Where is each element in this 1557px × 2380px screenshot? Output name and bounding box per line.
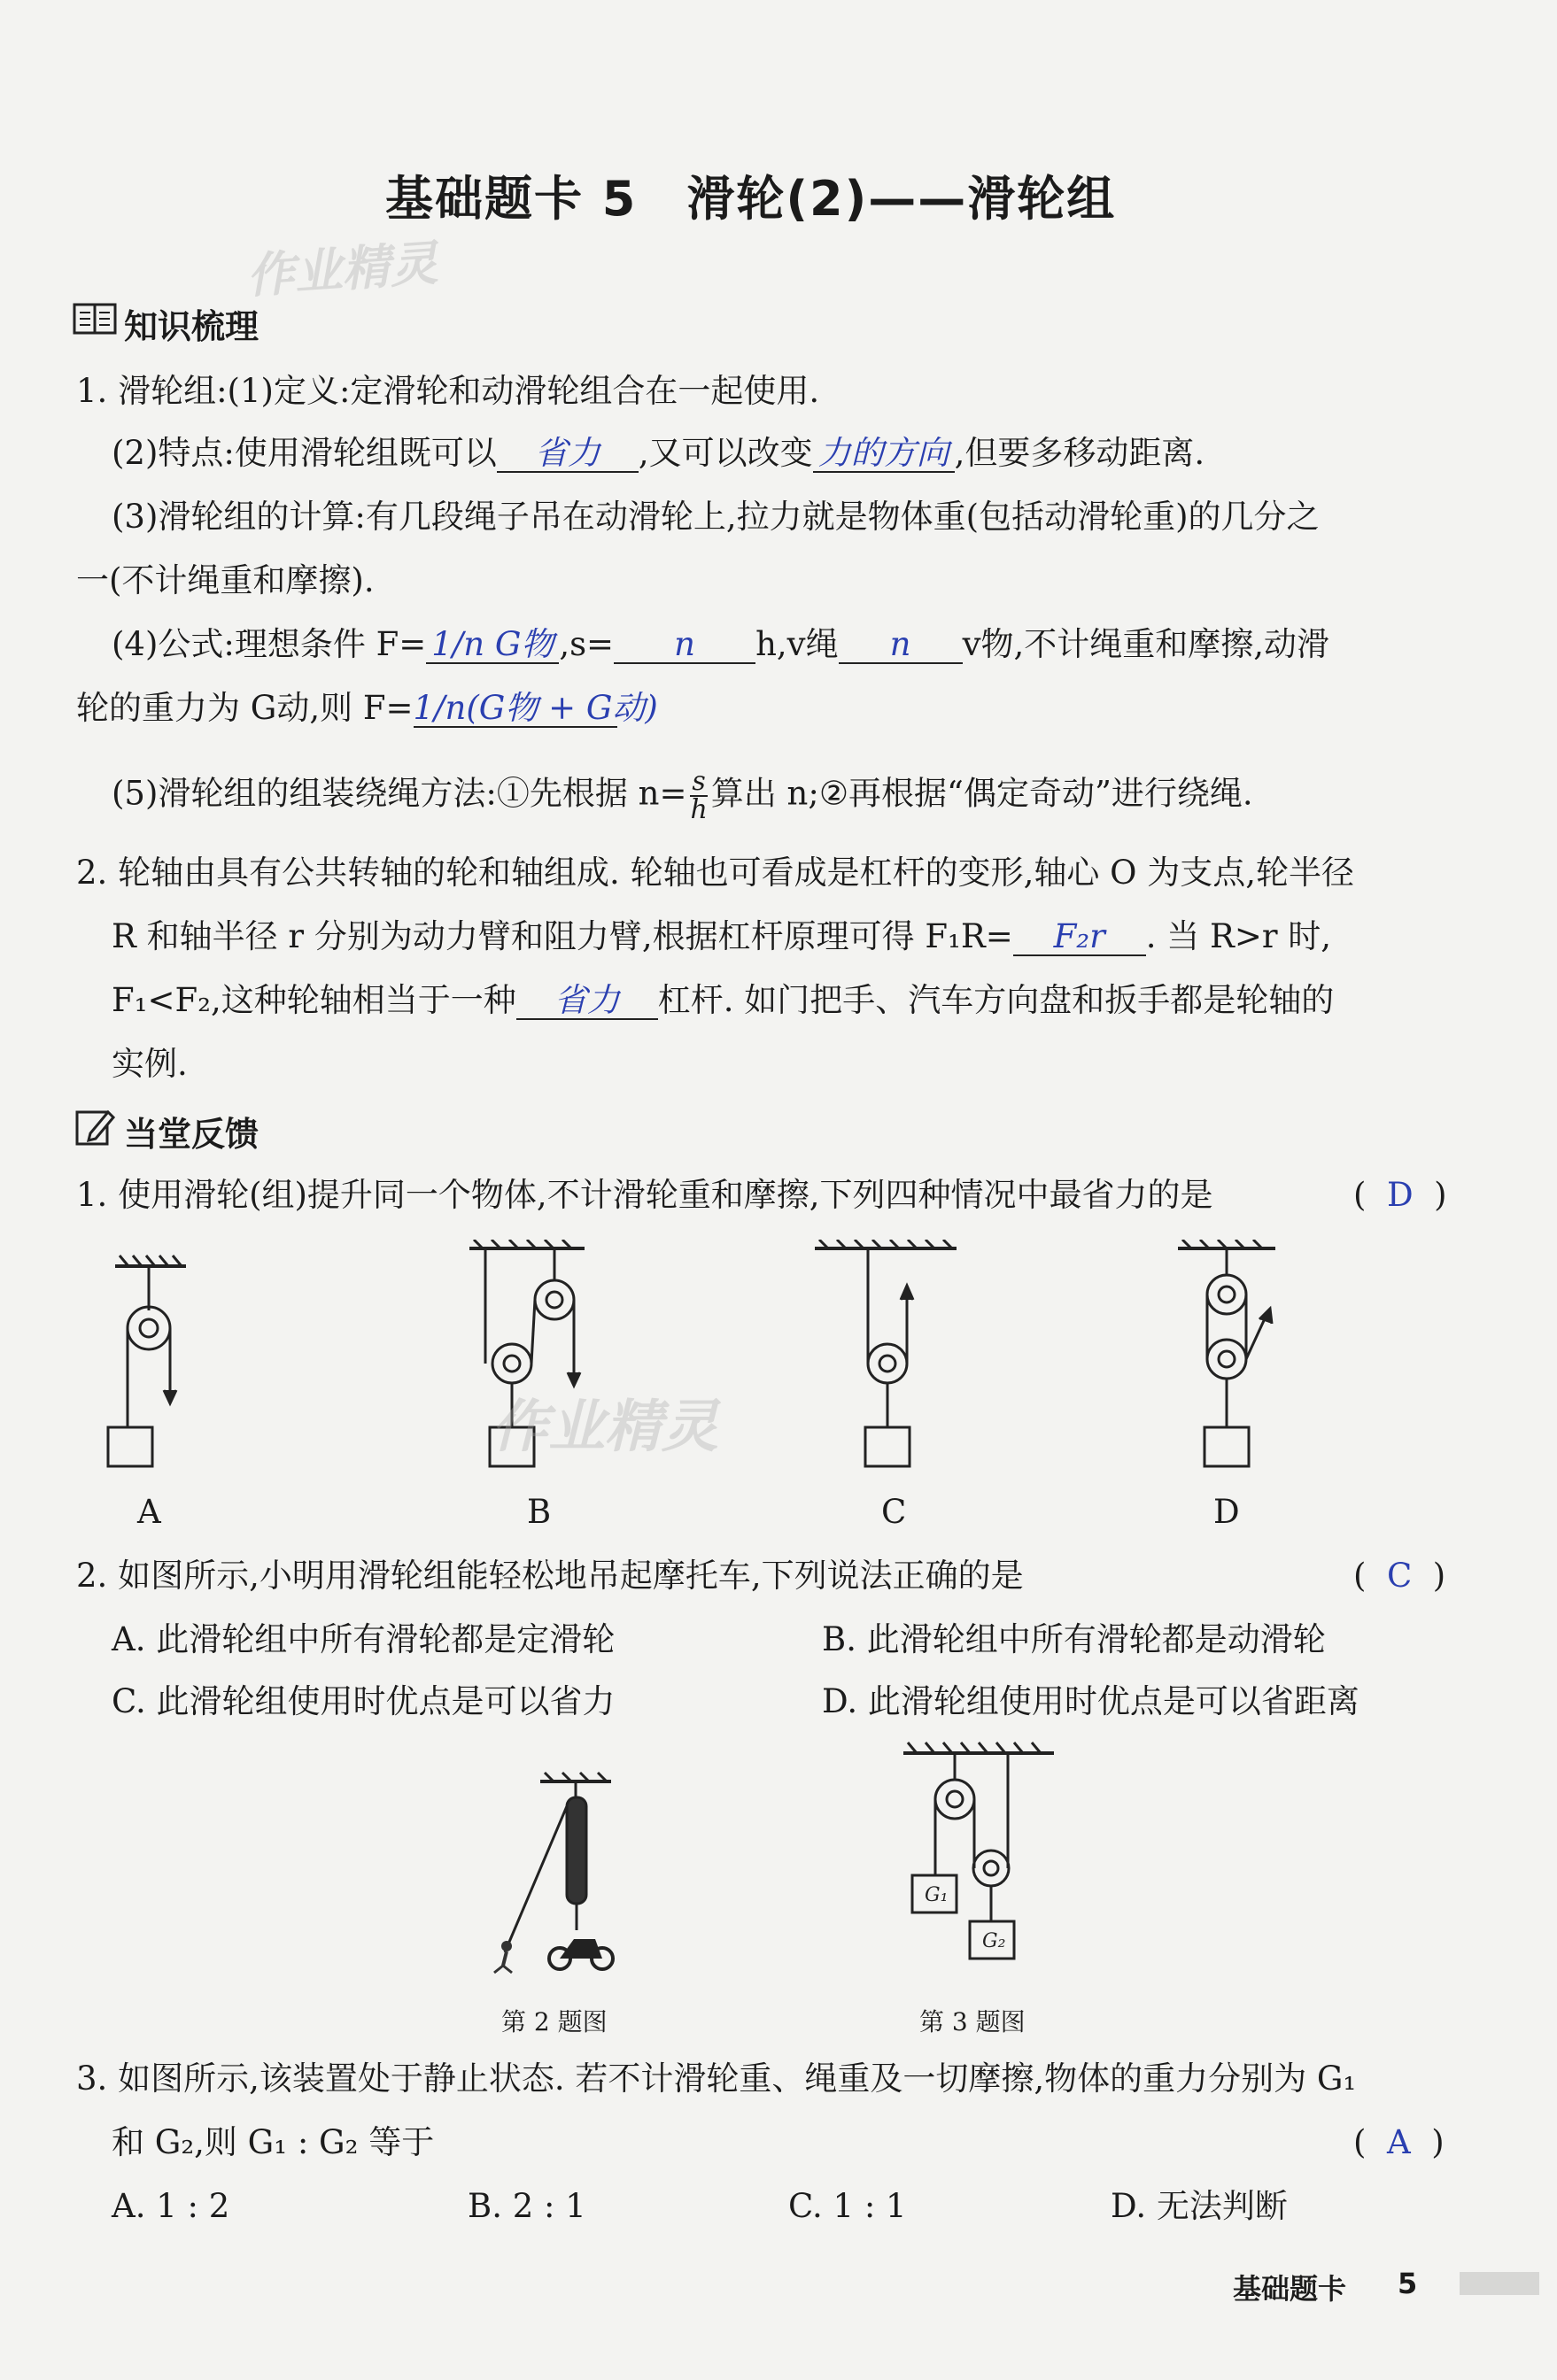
q3-option-a: A. 1 : 2 (112, 2187, 230, 2225)
k2-line2-a: R 和轴半径 r 分别为动力臂和阻力臂,根据杠杆原理可得 F₁R= (112, 917, 1013, 955)
k1-p4-d: v物,不计绳重和摩擦,动滑 (962, 625, 1330, 663)
k2-line2 (112, 916, 1331, 958)
page-title: 基础题卡 5 滑轮(2)——滑轮组 (385, 171, 1117, 227)
g1-box-label: G₁ (925, 1884, 949, 1906)
q2-option-c: C. 此滑轮组使用时优点是可以省力 (112, 1682, 616, 1720)
answer-blank-6: 1/n(G物 + G动) (413, 689, 658, 727)
figure-a-single-fixed-pulley (108, 1256, 186, 1466)
q2-figure-caption: 第 2 题图 (501, 2007, 608, 2036)
figure-c-movable-pulley (815, 1240, 957, 1466)
q3-text-line1: 3. 如图所示,该装置处于静止状态. 若不计滑轮重、绳重及一切摩擦,物体的重力分别为 G₁ (76, 2059, 1357, 2098)
k1-line4 (112, 623, 1329, 666)
k2-line4: 实例. (112, 1045, 188, 1083)
q3-option-b: B. 2 : 1 (468, 2187, 586, 2225)
answer-blank-7: F₂r (1053, 917, 1105, 955)
q3-text-line2: 和 G₂,则 G₁ : G₂ 等于 (112, 2123, 435, 2161)
k1-p4-e: 轮的重力为 G动,则 F= (76, 689, 414, 727)
footer-label: 基础题卡 (1233, 2272, 1347, 2306)
q2-answer-bracket: ( C ) (1353, 1557, 1446, 1595)
q3-pulley-figure (886, 1735, 1063, 1974)
k1-line4b (76, 687, 658, 730)
k2-line3-a: F₁<F₂,这种轮轴相当于一种 (112, 981, 516, 1019)
k1-p4-b: ,s= (559, 625, 615, 663)
q3-figure-caption: 第 3 题图 (919, 2007, 1026, 2036)
pencil-icon (74, 1107, 115, 1151)
section-heading-knowledge: 知识梳理 (124, 307, 260, 346)
k1-p4-a: (4)公式:理想条件 F= (112, 625, 427, 663)
k1-line2 (112, 432, 1205, 475)
k1-p2-b: ,又可以改变 (638, 434, 813, 472)
q2-option-b: B. 此滑轮组中所有滑轮都是动滑轮 (822, 1620, 1326, 1658)
fraction-numerator: s (692, 766, 706, 797)
k1-p2-c: ,但要多移动距离. (954, 434, 1205, 472)
g2-box-label: G₂ (982, 1930, 1006, 1952)
k1-p5-a: (5)滑轮组的组装绕绳方法:①先根据 n= (112, 774, 687, 813)
motorcycle-figure (549, 1939, 613, 1969)
answer-blank-2: 力的方向 (817, 434, 949, 472)
k2-line1: 2. 轮轴由具有公共转轴的轮和轴组成. 轮轴也可看成是杠杆的变形,轴心 O 为支点,轮半径 (76, 854, 1354, 892)
answer-blank-8: 省力 (554, 981, 620, 1019)
figure-d-pulley-block (1178, 1240, 1275, 1466)
q2-option-d: D. 此滑轮组使用时优点是可以省距离 (822, 1682, 1359, 1720)
watermark-2: 作业精灵 (492, 1395, 718, 1460)
k1-p5-b: 算出 n;②再根据“偶定奇动”进行绕绳. (710, 774, 1253, 813)
book-icon (73, 301, 117, 340)
figure-label-c: C (881, 1493, 907, 1531)
section-heading-feedback: 当堂反馈 (124, 1115, 260, 1154)
k1-p2-a: (2)特点:使用滑轮组既可以 (112, 434, 497, 472)
q3-option-c: C. 1 : 1 (788, 2187, 907, 2225)
page-number: 5 (1398, 2267, 1418, 2300)
k1-line3a: (3)滑轮组的计算:有几段绳子吊在动滑轮上,拉力就是物体重(包括动滑轮重)的几分之 (112, 498, 1320, 536)
q3-answer-bracket: ( A ) (1353, 2123, 1445, 2161)
k1-line5 (112, 766, 1253, 825)
fraction-denominator: h (690, 794, 708, 825)
figure-label-b: B (527, 1493, 552, 1531)
person-figure (494, 1941, 512, 1973)
answer-blank-3: 1/n G物 (431, 625, 554, 663)
figure-label-a: A (137, 1493, 161, 1531)
q1-answer: D (1386, 1176, 1414, 1214)
q2-text: 2. 如图所示,小明用滑轮组能轻松地吊起摩托车,下列说法正确的是 (76, 1557, 1024, 1595)
q2-option-a: A. 此滑轮组中所有滑轮都是定滑轮 (112, 1620, 616, 1658)
answer-blank-4: n (674, 625, 695, 663)
q3-option-d: D. 无法判断 (1111, 2187, 1288, 2225)
k1-line3b: 一(不计绳重和摩擦). (76, 561, 375, 599)
k1-line1: 1. 滑轮组:(1)定义:定滑轮和动滑轮组合在一起使用. (76, 372, 820, 410)
q2-answer: C (1386, 1557, 1413, 1595)
answer-blank-5: n (889, 625, 911, 663)
footer-tab (1460, 2272, 1539, 2295)
answer-blank-1: 省力 (534, 434, 600, 472)
watermark: 作业精灵 (244, 235, 440, 305)
q2-motorcycle-figure (487, 1771, 629, 1974)
k1-p4-c: h,v绳 (755, 625, 839, 663)
q3-answer: A (1386, 2123, 1411, 2161)
q1-pulley-figures (89, 1240, 1373, 1523)
q1-answer-bracket: ( D ) (1353, 1176, 1447, 1214)
k2-line3-b: 杠杆. 如门把手、汽车方向盘和扳手都是轮轴的 (657, 981, 1335, 1019)
k2-line3 (112, 979, 1334, 1022)
q1-text: 1. 使用滑轮(组)提升同一个物体,不计滑轮重和摩擦,下列四种情况中最省力的是 (76, 1176, 1213, 1214)
figure-label-d: D (1213, 1493, 1240, 1531)
k2-line2-b: . 当 R>r 时, (1145, 917, 1332, 955)
